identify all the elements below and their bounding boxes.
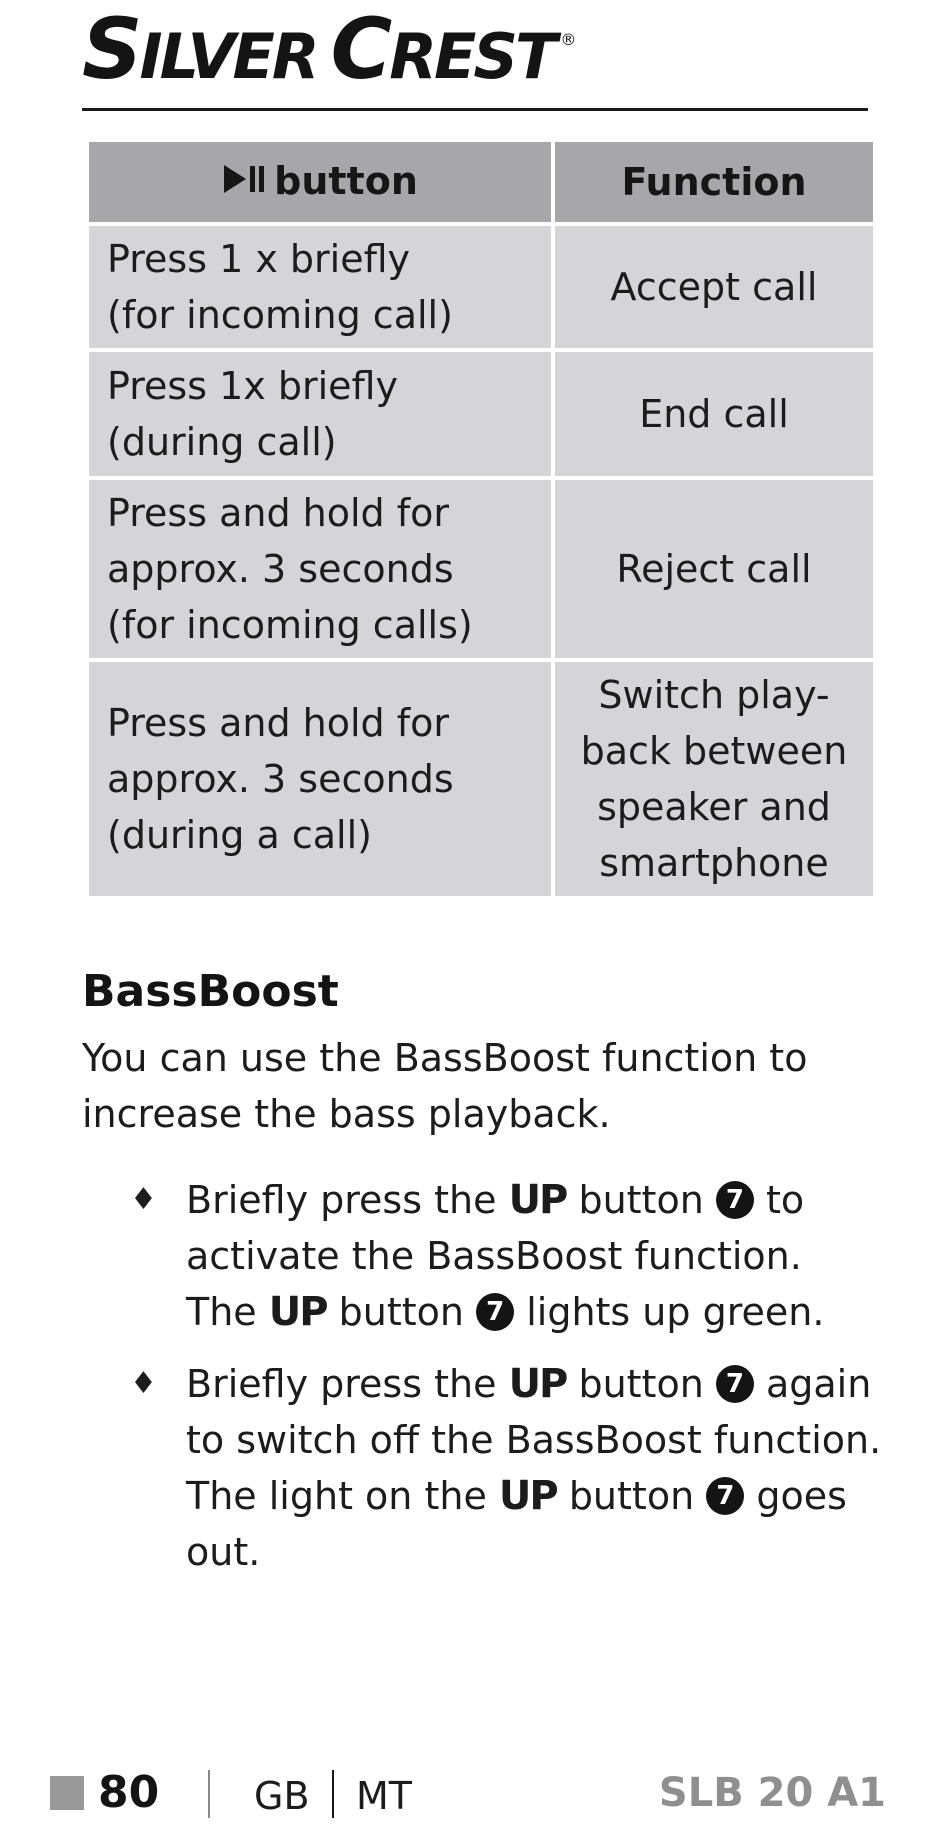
function-cell: End call [553, 350, 875, 478]
brand-logo: S ILVER C REST ® [82, 0, 577, 98]
action-cell: Press 1 x briefly (for incoming call) [87, 224, 553, 350]
page-number: 80 [98, 1767, 160, 1818]
section-title: BassBoost [82, 966, 339, 1017]
reference-number-badge: 7 [706, 1477, 744, 1515]
reference-number-badge: 7 [476, 1293, 514, 1331]
column-header-button: button [87, 140, 553, 224]
up-button-label: UP [268, 1289, 327, 1335]
up-button-label: UP [508, 1361, 567, 1407]
page-marker-square-icon [50, 1776, 84, 1810]
action-cell: Press 1x briefly (during call) [87, 350, 553, 478]
function-cell: Accept call [553, 224, 875, 350]
button-function-table [85, 138, 877, 900]
header-divider [82, 108, 868, 111]
action-cell: Press and hold for approx. 3 seconds (for incoming calls) [87, 478, 553, 660]
function-cell: Reject call [553, 478, 875, 660]
table-row [87, 224, 875, 350]
action-cell: Press and hold for approx. 3 seconds (during a call) [87, 660, 553, 898]
table-row [87, 350, 875, 478]
up-button-label: UP [508, 1177, 567, 1223]
up-button-label: UP [498, 1473, 557, 1519]
diamond-bullet-icon: ♦ [130, 1366, 157, 1401]
instruction-item: ♦ Briefly press the UP button 7 to activate the BassBoost function. The UP button 7 lights up green. [130, 1172, 870, 1340]
footer-divider [208, 1770, 210, 1818]
function-cell: Switch play- back between speaker and smartphone [553, 660, 875, 898]
table-row [87, 660, 875, 898]
instruction-item: ♦ Briefly press the UP button 7 again to switch off the BassBoost function. The light on the UP button 7 goes out. [130, 1356, 870, 1580]
table-row [87, 478, 875, 660]
page-footer [0, 1768, 950, 1828]
reference-number-badge: 7 [716, 1365, 754, 1403]
footer-divider [332, 1770, 334, 1818]
play-pause-icon [222, 161, 268, 205]
reference-number-badge: 7 [716, 1181, 754, 1219]
language-code: GB [254, 1774, 310, 1818]
column-header-function: Function [553, 140, 875, 224]
table-header-row [87, 140, 875, 224]
diamond-bullet-icon: ♦ [130, 1182, 157, 1217]
section-intro: You can use the BassBoost function to increase the bass playback. [82, 1036, 808, 1136]
language-code: MT [356, 1774, 412, 1818]
model-number: SLB 20 A1 [658, 1770, 886, 1816]
